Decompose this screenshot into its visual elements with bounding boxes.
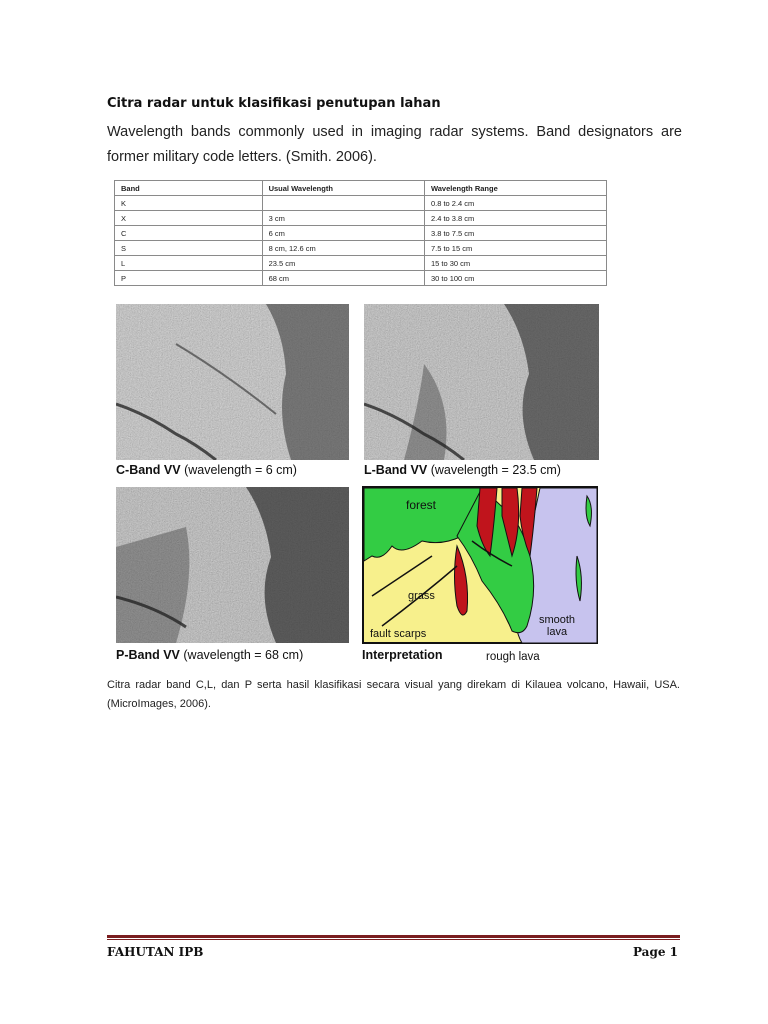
forest-label: forest — [406, 498, 437, 512]
table-cell: 15 to 30 cm — [424, 256, 606, 271]
table-row — [115, 271, 607, 286]
table-header-cell: Wavelength Range — [424, 181, 606, 196]
table-cell — [262, 196, 424, 211]
c-band-wavelength: (wavelength = 6 cm) — [184, 463, 297, 477]
interpretation-label — [362, 648, 443, 662]
intro-paragraph: Wavelength bands commonly used in imaging radar systems. Band designators are former military code letters. (Smith. 2006). — [107, 124, 682, 165]
fault-scarps-label: fault scarps — [370, 628, 427, 640]
table-cell: 68 cm — [262, 271, 424, 286]
p-band-name: P-Band VV — [116, 648, 180, 662]
c-band-name: C-Band VV — [116, 463, 181, 477]
grass-label: grass — [408, 590, 435, 602]
figure-caption: Citra radar band C,L, dan P serta hasil klasifikasi secara visual yang direkam di Kilauea volcano, Hawaii, USA.(MicroImages, 2006). — [107, 679, 680, 710]
table-row — [115, 241, 607, 256]
c-band-label — [116, 463, 297, 477]
interpretation-title: Interpretation — [362, 648, 443, 662]
table-header-cell: Band — [115, 181, 263, 196]
table-cell: L — [115, 256, 263, 271]
table-cell: X — [115, 211, 263, 226]
footer-rule — [107, 935, 680, 938]
table-cell: 6 cm — [262, 226, 424, 241]
l-band-label — [364, 463, 561, 477]
interpretation-map — [362, 486, 598, 644]
smooth-lava-label: smooth lava — [538, 614, 576, 638]
l-band-wavelength: (wavelength = 23.5 cm) — [430, 463, 561, 477]
table-cell: 23.5 cm — [262, 256, 424, 271]
footer-page-number: Page 1 — [632, 945, 678, 959]
table-row — [115, 196, 607, 211]
page-heading: Citra radar untuk klasifikasi penutupan lahan — [107, 96, 441, 111]
table-cell: P — [115, 271, 263, 286]
table-header-cell: Usual Wavelength — [262, 181, 424, 196]
l-band-name: L-Band VV — [364, 463, 428, 477]
table-cell: K — [115, 196, 263, 211]
table-cell: 3 cm — [262, 211, 424, 226]
table-cell: S — [115, 241, 263, 256]
table-cell: 2.4 to 3.8 cm — [424, 211, 606, 226]
p-band-wavelength: (wavelength = 68 cm) — [183, 648, 304, 662]
rough-lava-label: rough lava — [486, 651, 540, 663]
p-band-radar-image — [116, 487, 349, 643]
table-header-row — [115, 181, 607, 196]
table-cell: 30 to 100 cm — [424, 271, 606, 286]
table-row — [115, 256, 607, 271]
c-band-radar-image — [116, 304, 349, 460]
table-row — [115, 211, 607, 226]
wavelength-bands-table — [114, 180, 607, 286]
l-band-radar-image — [364, 304, 599, 460]
table-row — [115, 226, 607, 241]
table-cell: C — [115, 226, 263, 241]
table-cell: 7.5 to 15 cm — [424, 241, 606, 256]
table-cell: 8 cm, 12.6 cm — [262, 241, 424, 256]
footer-rule-thin — [107, 939, 680, 940]
table-cell: 0.8 to 2.4 cm — [424, 196, 606, 211]
footer-institution: FAHUTAN IPB — [107, 945, 204, 959]
p-band-label — [116, 648, 303, 662]
table-cell: 3.8 to 7.5 cm — [424, 226, 606, 241]
